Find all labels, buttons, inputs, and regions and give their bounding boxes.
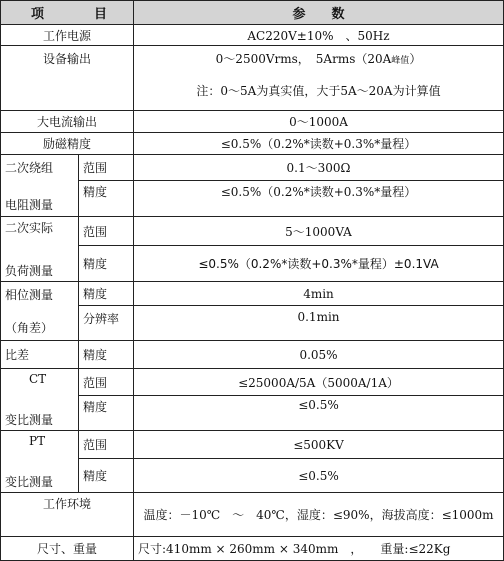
value-ct-range: ≤25000A/5A（5000A/1A） [134,369,504,396]
label-winding-top: 二次绕组 [5,160,54,175]
label-phase [1,282,79,341]
row-ratio [1,341,504,369]
value-pt-range: ≤500KV [134,431,504,459]
value-high-current: 0～1000A [134,111,504,133]
value-size-weight: 尺寸:410mm × 260mm × 340mm ， 重量:≤22Kg [134,537,504,561]
row-burden-range [1,217,504,246]
value-pt-accuracy: ≤0.5% [134,459,504,493]
value-environment: 温度：－10℃ ～ 40℃，湿度：≤90%，海拔高度：≤1000m [134,493,504,537]
label-ct-bottom: 变比测量 [5,412,54,427]
label-pt [1,431,79,493]
label-power: 工作电源 [1,25,134,46]
label-burden [1,217,79,282]
label-pt-range: 范围 [79,431,134,459]
value-ct-accuracy: ≤0.5% [134,396,504,431]
value-output-line1: 0～2500Vrms， 5Arms（20A [215,52,392,66]
header-row [1,1,504,25]
label-burden-top: 二次实际 [5,221,54,235]
label-phase-bottom: （角差） [5,321,54,335]
value-output [134,46,504,111]
row-winding-range [1,155,504,181]
label-pt-bottom: 变比测量 [5,474,54,489]
label-pt-top: PT [29,433,46,448]
value-excitation: ≤0.5%（0.2%*读数+0.3%*量程） [134,133,504,155]
row-output [1,46,504,111]
value-burden-accuracy: ≤0.5%（0.2%*读数+0.3%*量程）±0.1VA [134,246,504,282]
label-burden-range: 范围 [79,217,134,246]
label-environment: 工作环境 [1,493,134,537]
label-phase-accuracy: 精度 [79,282,134,306]
label-ct-range: 范围 [79,369,134,396]
label-winding [1,155,79,217]
label-ct-accuracy: 精度 [79,396,134,431]
header-item-char-1: 项 [31,7,45,22]
label-burden-bottom: 负荷测量 [5,264,54,278]
label-size-weight: 尺寸、重量 [1,537,134,561]
row-phase-accuracy [1,282,504,306]
row-ct-range [1,369,504,396]
label-burden-accuracy: 精度 [79,246,134,282]
value-output-line2: 注：0～5A为真实值，大于5A～20A为计算值 [196,84,441,98]
label-excitation: 励磁精度 [1,133,134,155]
value-output-line1-end: ） [409,52,422,66]
value-winding-range: 0.1～300Ω [134,155,504,181]
value-power: AC220V±10% 、50Hz [134,25,504,46]
row-high-current [1,111,504,133]
label-high-current: 大电流输出 [1,111,134,133]
label-ratio: 比差 [1,341,79,369]
value-output-peak: 峰值 [391,56,410,66]
row-pt-range [1,431,504,459]
row-size-weight [1,537,504,561]
label-winding-range: 范围 [79,155,134,181]
label-ratio-accuracy: 精度 [79,341,134,369]
header-item-cell [1,1,134,25]
label-winding-accuracy: 精度 [79,181,134,217]
value-burden-range: 5～1000VA [134,217,504,246]
label-ct-top: CT [29,371,47,386]
value-ratio: 0.05% [134,341,504,369]
label-ct [1,369,79,431]
value-phase-resolution: 0.1min [134,306,504,341]
label-phase-top: 相位测量 [5,288,54,302]
label-winding-bottom: 电阻测量 [5,197,54,212]
header-item-char-2: 目 [93,7,107,22]
value-winding-accuracy: ≤0.5%（0.2%*读数+0.3%*量程） [134,181,504,217]
header-params: 参 数 [134,1,504,25]
row-excitation [1,133,504,155]
row-environment [1,493,504,537]
row-power [1,25,504,46]
label-phase-resolution: 分辨率 [79,306,134,341]
value-phase-accuracy: 4min [134,282,504,306]
label-pt-accuracy: 精度 [79,459,134,493]
label-output: 设备输出 [1,46,134,111]
